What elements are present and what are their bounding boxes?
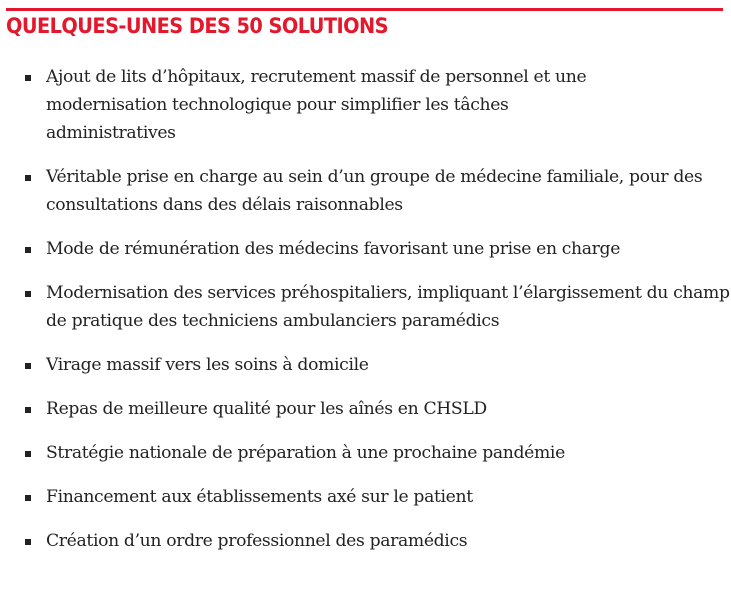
square-bullet-icon [25, 291, 31, 297]
square-bullet-icon [25, 539, 31, 545]
square-bullet-icon [25, 247, 31, 253]
square-bullet-icon [25, 451, 31, 457]
list-item [22, 395, 727, 423]
square-bullet-icon [25, 495, 31, 501]
list-item-text: Création d’un ordre professionnel des paramédics [46, 531, 468, 551]
list-item-text: Mode de rémunération des médecins favorisant une prise en charge [46, 239, 621, 259]
list-item [22, 279, 731, 335]
list-item-text: Virage massif vers les soins à domicile [46, 355, 369, 375]
list-item [22, 439, 727, 467]
list-item [22, 163, 731, 219]
list-item [22, 63, 636, 147]
square-bullet-icon [25, 407, 31, 413]
list-item [22, 483, 727, 511]
list-item-text: Ajout de lits d’hôpitaux, recrutement massif de personnel et une modernisation technologique pour simplifier les tâches administratives [46, 67, 587, 143]
top-divider [6, 8, 723, 11]
list-item [22, 351, 727, 379]
list-item-text: Repas de meilleure qualité pour les aînés en CHSLD [46, 399, 487, 419]
list-item-text: Financement aux établissements axé sur le patient [46, 487, 473, 507]
list-item-text: Stratégie nationale de préparation à une prochaine pandémie [46, 443, 565, 463]
square-bullet-icon [25, 175, 31, 181]
list-item [22, 235, 621, 263]
square-bullet-icon [25, 363, 31, 369]
square-bullet-icon [25, 75, 31, 81]
section-heading: QUELQUES-UNES DES 50 SOLUTIONS [6, 14, 389, 38]
list-item-text: Véritable prise en charge au sein d’un groupe de médecine familiale, pour des consultations dans des délais raisonnables [46, 167, 703, 215]
list-item [22, 527, 727, 555]
solutions-list [22, 63, 730, 571]
list-item-text: Modernisation des services préhospitaliers, impliquant l’élargissement du champ de pratique des techniciens ambulanciers paramédics [46, 283, 730, 331]
